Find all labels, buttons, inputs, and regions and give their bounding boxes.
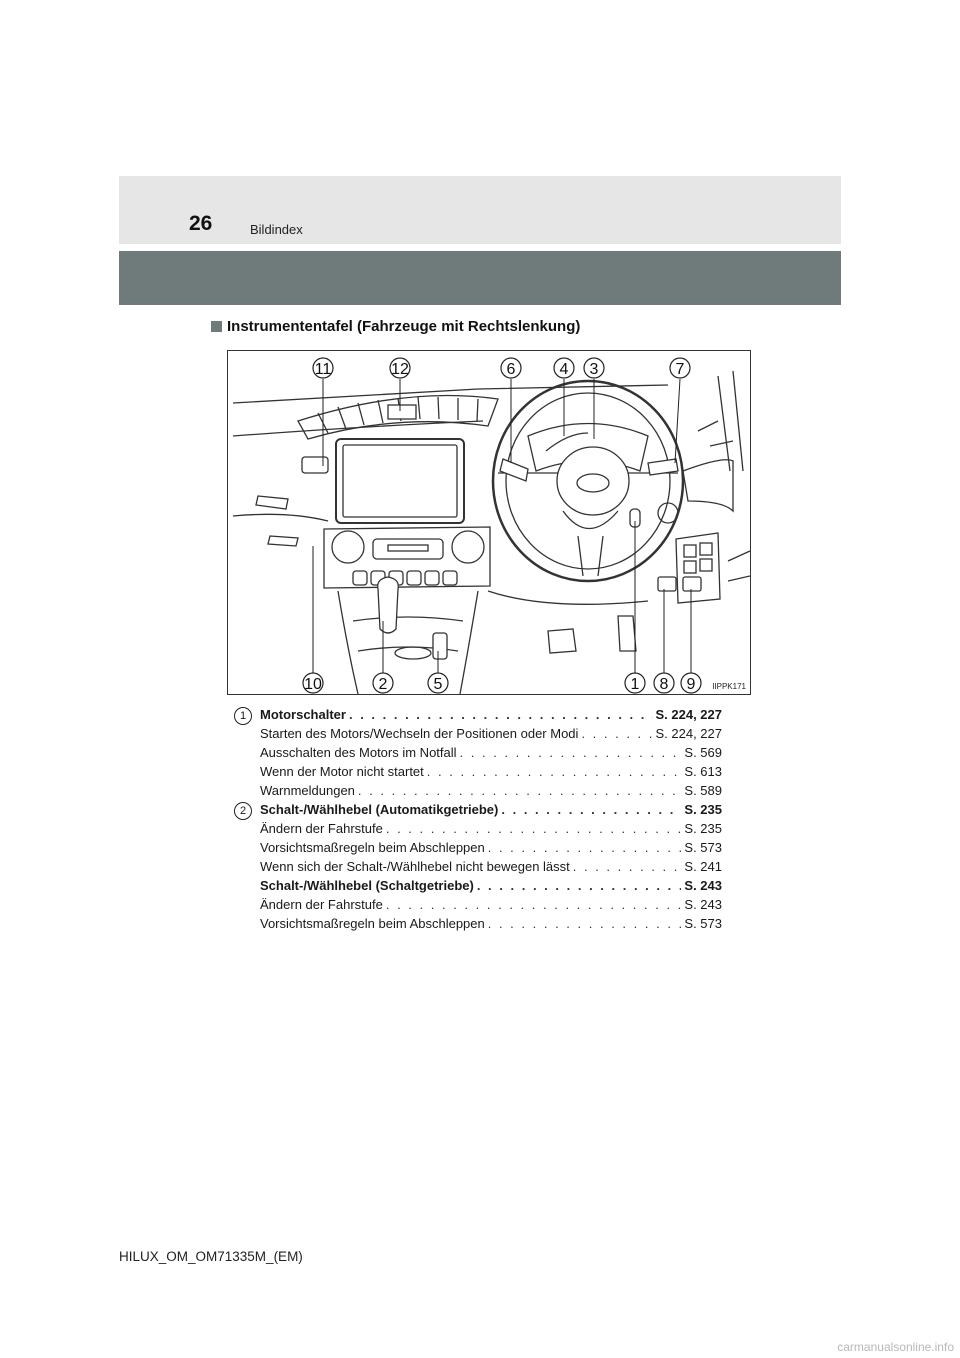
svg-text:5: 5 [433, 676, 443, 693]
callout-7 [670, 358, 690, 378]
svg-text:1: 1 [630, 676, 640, 693]
index-entries [260, 800, 722, 933]
svg-text:6: 6 [506, 361, 516, 378]
index-entry[interactable]: Ausschalten des Motors im Notfall . . . S. 569 [260, 743, 722, 762]
square-bullet-icon [211, 321, 222, 332]
index-entry[interactable]: Wenn der Motor nicht startet . . . S. 613 [260, 762, 722, 781]
svg-text:3: 3 [589, 361, 599, 378]
index-entry[interactable]: Schalt-/Wählhebel (Schaltgetriebe) . . . S. 243 [260, 876, 722, 895]
svg-text:2: 2 [378, 676, 388, 693]
svg-text:11: 11 [314, 361, 332, 378]
subsection-heading [211, 318, 580, 335]
callout-5 [428, 673, 448, 693]
item-number-badge: 1 [234, 707, 252, 725]
dashboard-drawing [228, 351, 750, 694]
svg-text:12: 12 [391, 361, 409, 378]
callout-12 [390, 358, 410, 378]
document-id: HILUX_OM_OM71335M_(EM) [119, 1249, 303, 1264]
index-entry[interactable]: Warnmeldungen . . . S. 589 [260, 781, 722, 800]
callout-6 [501, 358, 521, 378]
index-entries [260, 705, 722, 800]
item-number-badge: 2 [234, 802, 252, 820]
index-entry[interactable]: Vorsichtsmaßregeln beim Abschleppen . . . S. 573 [260, 838, 722, 857]
callout-9 [681, 673, 701, 693]
index-entry[interactable]: Schalt-/Wählhebel (Automatikgetriebe) . . . S. 235 [260, 800, 722, 819]
svg-text:4: 4 [559, 361, 569, 378]
callout-11 [313, 358, 333, 378]
index-entry[interactable]: Ändern der Fahrstufe . . . S. 235 [260, 819, 722, 838]
callout-2 [373, 673, 393, 693]
callout-4 [554, 358, 574, 378]
svg-text:10: 10 [304, 676, 322, 693]
callout-3 [584, 358, 604, 378]
svg-text:7: 7 [675, 361, 685, 378]
index-entry[interactable]: Ändern der Fahrstufe . . . S. 243 [260, 895, 722, 914]
index-entry[interactable]: Vorsichtsmaßregeln beim Abschleppen . . . S. 573 [260, 914, 722, 933]
svg-text:9: 9 [686, 676, 696, 693]
index-entry[interactable]: Motorschalter . . . S. 224, 227 [260, 705, 722, 724]
callout-1 [625, 673, 645, 693]
section-title: Bildindex [250, 222, 303, 237]
index-entry[interactable]: Starten des Motors/Wechseln der Positionen oder Modi . . . S. 224, 227 [260, 724, 722, 743]
svg-text:8: 8 [659, 676, 669, 693]
callout-10 [303, 673, 323, 693]
subsection-title: Instrumententafel (Fahrzeuge mit Rechtslenkung) [227, 318, 581, 335]
page-number: 26 [189, 212, 213, 235]
figure-code: IIPPK171 [712, 682, 746, 691]
dashboard-illustration [227, 350, 751, 695]
header-dark-band [119, 251, 841, 305]
header-band [119, 176, 841, 244]
callout-8 [654, 673, 674, 693]
watermark: carmanualsonline.info [837, 1340, 954, 1354]
index-entry[interactable]: Wenn sich der Schalt-/Wählhebel nicht bewegen lässt . . . S. 241 [260, 857, 722, 876]
